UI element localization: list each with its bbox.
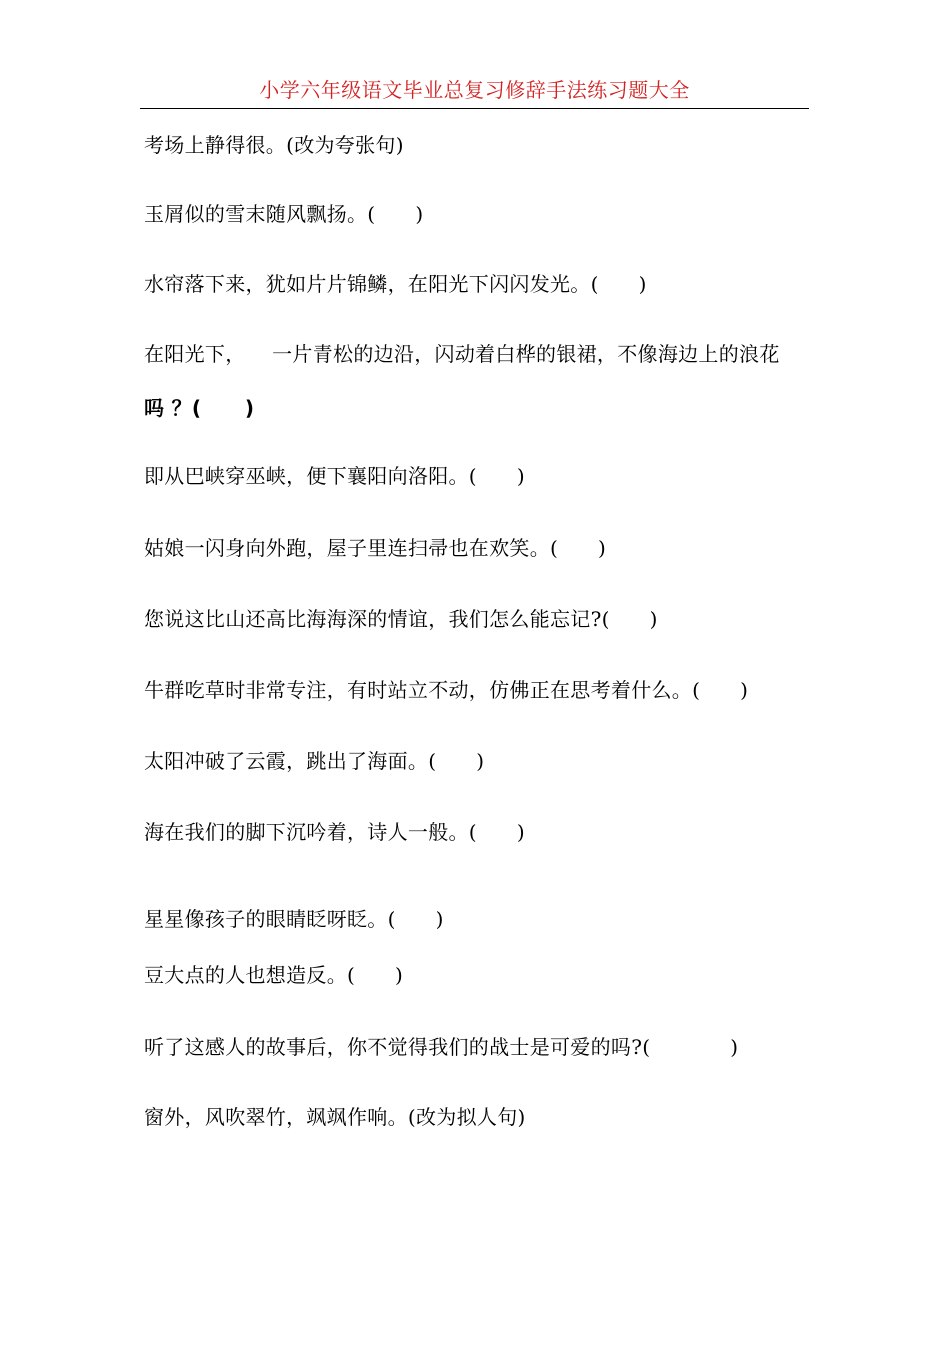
exercise-line: 太阳冲破了云霞，跳出了海面。( ) [144,749,485,773]
exercise-line: 听了这感人的故事后，你不觉得我们的战士是可爱的吗?( ) [144,1035,739,1059]
exercise-line: 即从巴峡穿巫峡，便下襄阳向洛阳。( ) [144,464,525,488]
exercise-line: 水帘落下来，犹如片片锦鳞，在阳光下闪闪发光。( ) [144,272,647,296]
exercise-line: 姑娘一闪身向外跑，屋子里连扫帚也在欢笑。( ) [144,536,607,560]
page-title: 小学六年级语文毕业总复习修辞手法练习题大全 [259,78,690,102]
exercise-line: 您说这比山还高比海海深的情谊，我们怎么能忘记?( ) [144,607,658,631]
exercise-line: 在阳光下， 一片青松的边沿，闪动着白桦的银裙，不像海边上的浪花 [144,342,780,366]
page-header [140,70,809,109]
exercise-line: 玉屑似的雪末随风飘扬。( ) [144,202,424,226]
exercise-line: 窗外，风吹翠竹，飒飒作响。(改为拟人句) [144,1105,526,1129]
exercise-line: 豆大点的人也想造反。( ) [144,963,404,987]
exercise-line: 吗 ？( ) [144,396,255,420]
exercise-line: 星星像孩子的眼睛眨呀眨。( ) [144,907,444,931]
exercise-line: 考场上静得很。(改为夸张句) [144,133,404,157]
exercise-line: 海在我们的脚下沉吟着，诗人一般。( ) [144,820,525,844]
exercise-line: 牛群吃草时非常专注，有时站立不动，仿佛正在思考着什么。( ) [144,678,749,702]
